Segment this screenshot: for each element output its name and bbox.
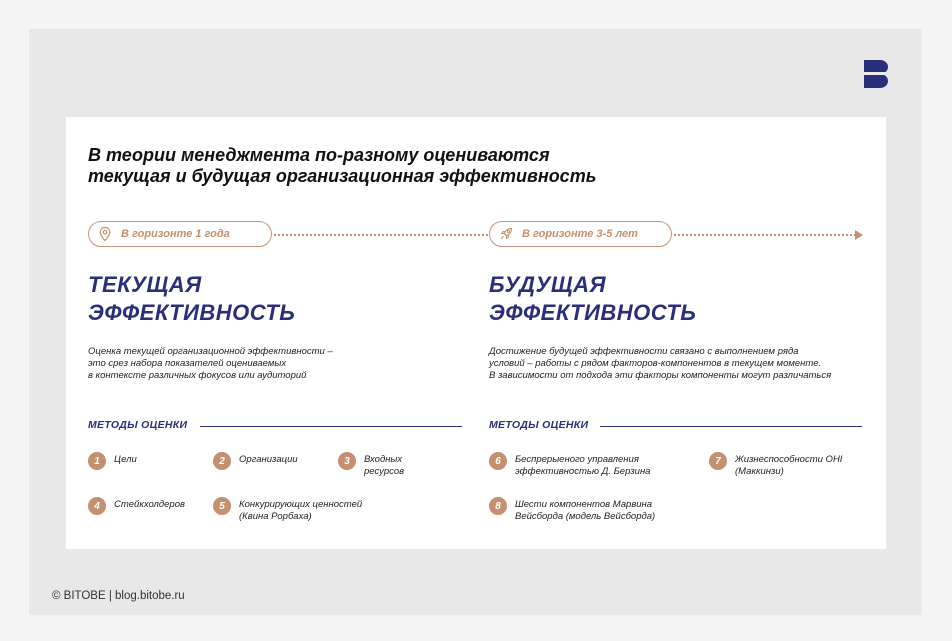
method-item (709, 452, 842, 478)
method-label: Цели (114, 454, 137, 465)
location-pin-icon (97, 226, 113, 242)
current-horizon-pill (88, 221, 272, 247)
method-number-badge: 6 (489, 452, 507, 470)
method-label (735, 454, 842, 478)
future-heading (489, 271, 696, 327)
method-label-line-2: ресурсов (364, 466, 405, 477)
future-horizon-label: В горизонте 3-5 лет (522, 228, 638, 240)
method-label-line-1: Беспрерыеного управления (515, 454, 639, 465)
current-desc-line-1: Оценка текущей организационной эффективности – (88, 346, 333, 357)
method-item (338, 452, 404, 478)
method-label-line-2: Вейсборда (модель Вейсборда) (515, 511, 656, 522)
method-item (489, 452, 650, 478)
method-number-badge: 4 (88, 497, 106, 515)
method-label (515, 454, 650, 478)
method-number-badge: 8 (489, 497, 507, 515)
timeline-dotted-line-2 (674, 234, 856, 236)
rocket-icon (498, 226, 514, 242)
future-methods-title: МЕТОДЫ ОЦЕНКИ (489, 419, 589, 431)
current-methods-title: МЕТОДЫ ОЦЕНКИ (88, 419, 188, 431)
current-heading (88, 271, 295, 327)
method-number-badge: 3 (338, 452, 356, 470)
timeline-dotted-line-1 (274, 234, 488, 236)
method-item (88, 452, 137, 470)
future-desc-line-1: Достижение будущей эффективности связано с выполнением ряда (489, 346, 799, 357)
method-label-line-2: (Квина Рорбаха) (239, 511, 312, 522)
method-label: Стейкхолдеров (114, 499, 185, 510)
title-line-1: В теории менеджмента по-разному оцениваются (88, 145, 550, 165)
method-item (88, 497, 185, 515)
arrow-right-icon (855, 230, 863, 240)
bitobe-logo-icon (862, 59, 890, 89)
footer-credits: © BITOBE | blog.bitobe.ru (52, 590, 185, 602)
method-label-line-2: эффективностью Д. Берзина (515, 466, 651, 477)
method-label (239, 499, 362, 523)
method-label (364, 454, 404, 478)
current-horizon-label: В горизонте 1 года (121, 228, 230, 240)
current-desc-line-3: в контексте различных фокусов или аудиторий (88, 370, 307, 381)
method-number-badge: 1 (88, 452, 106, 470)
method-label (515, 499, 655, 523)
method-label-line-2: (Маккинзи) (735, 466, 784, 477)
current-desc-line-2: это срез набора показателей оцениваемых (88, 358, 287, 369)
future-heading-line-1: БУДУЩАЯ (489, 272, 607, 297)
method-number-badge: 2 (213, 452, 231, 470)
method-item (489, 497, 655, 523)
method-label: Организации (239, 454, 298, 465)
current-methods-divider (200, 426, 462, 427)
method-label-line-1: Конкурирующих ценностей (239, 499, 363, 510)
current-heading-line-1: ТЕКУЩАЯ (88, 272, 202, 297)
current-heading-line-2: ЭФФЕКТИВНОСТЬ (88, 300, 296, 325)
method-label-line-1: Жизнеспособности OHI (735, 454, 843, 465)
method-item (213, 497, 362, 523)
content-card (66, 117, 886, 549)
future-horizon-pill (489, 221, 672, 247)
future-desc-line-2: условий – работы с рядом факторов-компонентов в текущем моменте. (489, 358, 822, 369)
title-line-2: текущая и будущая организационная эффективность (88, 166, 597, 186)
future-methods-divider (600, 426, 862, 427)
method-label-line-1: Входных (364, 454, 403, 465)
method-number-badge: 7 (709, 452, 727, 470)
method-item (213, 452, 298, 470)
future-description (489, 346, 831, 382)
future-desc-line-3: В зависимости от подхода эти факторы компоненты могут различаться (489, 370, 832, 381)
current-description (88, 346, 333, 382)
page-title (88, 145, 648, 187)
method-number-badge: 5 (213, 497, 231, 515)
future-heading-line-2: ЭФФЕКТИВНОСТЬ (489, 300, 697, 325)
method-label-line-1: Шести компонентов Марвина (515, 499, 653, 510)
